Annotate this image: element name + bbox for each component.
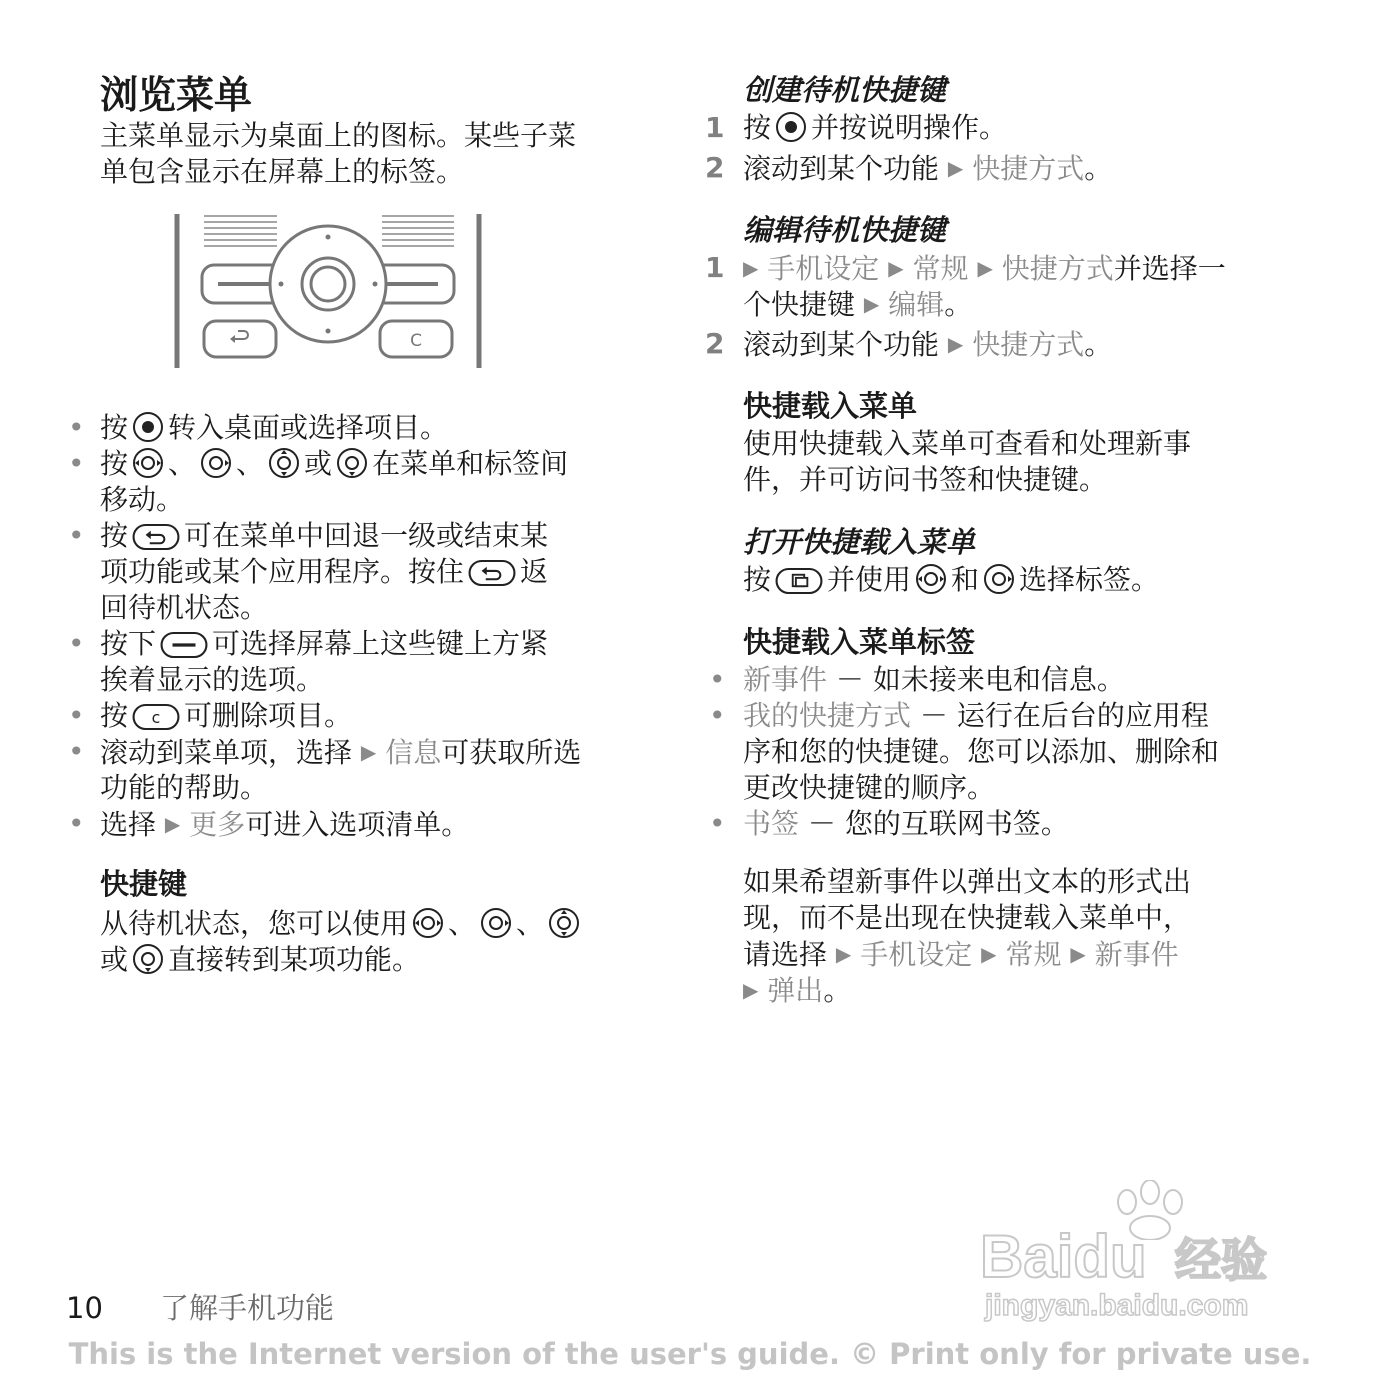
bullet-3-line-2: 项功能或某个应用程序。按住 返 [100,555,549,588]
nav-up-down-icon [548,907,580,939]
bullet-4-line-2: 挨着显示的选项。 [100,663,325,696]
bullet-icon: • [709,699,726,732]
arrow-icon: ▶ [360,740,377,764]
c-key-label: C [410,331,422,351]
tab-my-shortcuts-line-3: 更改快捷键的顺序。 [743,771,996,804]
back-key-icon [132,523,180,551]
arrow-icon: ▶ [743,978,759,1002]
bullet-icon: • [68,735,85,768]
step-number: 1 [705,111,725,144]
shortcuts-line-2: 或 直接转到某项功能。 [100,943,421,976]
nav-right-icon [480,907,512,939]
edit-step-1: ▶ 手机设定 ▶ 常规 ▶ 快捷方式并选择一 [743,252,1226,285]
bullet-5: 按 可删除项目。 [100,699,353,732]
activity-line-2: 件，并可访问书签和快捷键。 [743,463,1108,496]
arrow-icon: ▶ [947,156,964,180]
popup-line-4: ▶ 弹出。 [743,974,852,1007]
section-title-activity-menu: 快捷载入菜单 [743,389,918,423]
nav-left-right-icon [132,447,164,479]
bullet-3: 按 可在菜单中回退一级或结束某 [100,519,549,552]
section-title-create-shortcut: 创建待机快捷键 [743,73,947,107]
create-step-2: 滚动到某个功能 ▶ 快捷方式。 [743,152,1113,185]
step-number: 1 [705,251,725,284]
bullet-icon: • [68,807,85,840]
bullet-2-line-2: 移动。 [100,483,185,516]
edit-step-1-line-2: 个快捷键 ▶ 编辑。 [743,288,973,321]
arrow-icon: ▶ [1070,942,1086,966]
nav-right-icon [983,563,1015,595]
arrow-icon: ▶ [977,256,993,280]
activity-key-icon [775,567,823,595]
bullet-icon: • [68,411,85,444]
intro-line-2: 单包含显示在屏幕上的标签。 [100,155,465,188]
arrow-icon: ▶ [743,256,759,280]
keypad-illustration [172,210,484,372]
tab-new-events: 新事件 － 如未接来电和信息。 [743,663,1125,696]
arrow-icon: ▶ [863,292,880,316]
bullet-icon: • [68,447,85,480]
copyright-notice: This is the Internet version of the user's guide. © Print only for private use. [68,1337,1312,1371]
edit-step-2: 滚动到某个功能 ▶ 快捷方式。 [743,328,1113,361]
bullet-3-line-3: 回待机状态。 [100,591,269,624]
page-number: 10 [66,1291,103,1325]
bullet-4: 按下 可选择屏幕上这些键上方紧 [100,627,549,660]
menu-link-shortcuts: 快捷方式 [972,152,1085,185]
bullet-1: 按 转入桌面或选择项目。 [100,411,449,444]
bullet-6-line-2: 功能的帮助。 [100,771,269,804]
popup-line-3: 请选择 ▶ 手机设定 ▶ 常规 ▶ 新事件 [743,938,1179,971]
popup-line-1: 如果希望新事件以弹出文本的形式出 [743,865,1192,898]
menu-link-more: 更多 [189,808,246,841]
activity-line-1: 使用快捷载入菜单可查看和处理新事 [743,427,1192,460]
back-key-icon [468,559,516,587]
tab-my-shortcuts: 我的快捷方式 － 运行在后台的应用程 [743,699,1209,732]
bullet-icon: • [68,699,85,732]
step-number: 2 [705,327,725,360]
shortcuts-line-1: 从待机状态，您可以使用 、 、 [100,906,584,942]
section-title-navigation: 浏览菜单 [100,73,253,117]
nav-down-icon [336,447,368,479]
nav-right-icon [200,447,232,479]
arrow-icon: ▶ [981,942,997,966]
bullet-icon: • [68,627,85,660]
nav-center-icon [132,411,164,443]
bullet-icon: • [68,519,85,552]
popup-line-2: 现，而不是出现在快捷载入菜单中， [743,901,1192,934]
selection-key-icon [160,631,208,659]
bullet-6: 滚动到菜单项，选择 ▶ 信息可获取所选 [100,736,582,769]
arrow-icon: ▶ [164,812,181,836]
nav-left-right-icon [412,907,444,939]
arrow-icon: ▶ [947,332,964,356]
section-title-edit-shortcut: 编辑待机快捷键 [743,213,947,247]
section-title-open-activity: 打开快捷载入菜单 [743,525,976,559]
arrow-icon: ▶ [888,256,904,280]
footer-section-title: 了解手机功能 [160,1291,335,1325]
bullet-icon: • [709,807,726,840]
clear-key-icon [132,703,180,731]
bullet-icon: • [709,663,726,696]
watermark-url: jingyan.baidu.com [985,1289,1249,1322]
nav-center-icon [775,111,807,143]
bullet-7: 选择 ▶ 更多可进入选项清单。 [100,808,470,841]
intro-line-1: 主菜单显示为桌面上的图标。某些子菜 [100,119,577,152]
open-activity-line: 按 并使用 和 选择标签。 [743,563,1160,596]
arrow-icon: ▶ [835,942,852,966]
baidu-watermark [975,1180,1295,1330]
nav-left-right-icon [915,563,947,595]
bullet-2: 按 、 、 或 在菜单和标签间 [100,447,569,480]
tab-my-shortcuts-line-2: 序和您的快捷键。您可以添加、删除和 [743,735,1220,768]
menu-link-info: 信息 [385,736,442,769]
tab-bookmarks: 书签 － 您的互联网书签。 [743,807,1069,840]
section-title-activity-tabs: 快捷载入菜单标签 [743,625,976,659]
create-step-1: 按 并按说明操作。 [743,111,1008,144]
nav-up-down-icon [268,447,300,479]
step-number: 2 [705,151,725,184]
watermark-brand: Baidu [980,1223,1147,1290]
section-title-shortcuts: 快捷键 [100,867,188,901]
nav-down-icon [132,943,164,975]
watermark-brand-cn: 经验 [1175,1233,1267,1287]
